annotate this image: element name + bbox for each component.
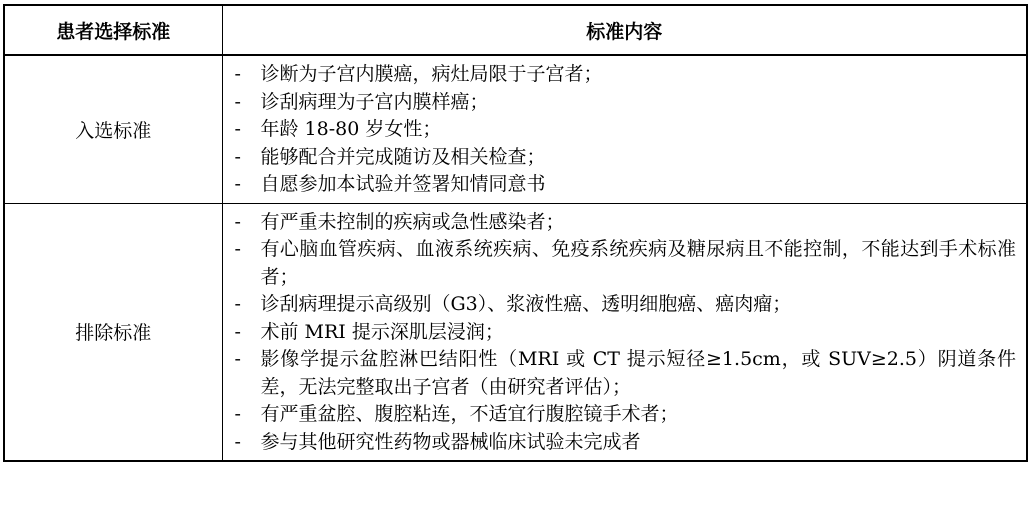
criteria-table bbox=[3, 4, 1028, 462]
table-header bbox=[4, 5, 1027, 55]
inclusion-items-cell bbox=[222, 55, 1027, 203]
list-item bbox=[235, 144, 1017, 172]
item-text: 诊刮病理提示高级别（G3）、浆液性癌、透明细胞癌、癌肉瘤； bbox=[260, 293, 792, 315]
item-text: 影像学提示盆腔淋巴结阳性（MRI 或 CT 提示短径≥1.5cm，或 SUV≥2.5）阴道条件差，无法完整取出子宫者（由研究者评估）； bbox=[260, 348, 1016, 398]
list-item bbox=[235, 401, 1017, 429]
bullet-dash: - bbox=[234, 403, 241, 425]
item-text: 能够配合并完成随访及相关检查； bbox=[260, 145, 546, 168]
list-item bbox=[235, 209, 1017, 237]
list-item bbox=[235, 291, 1017, 319]
list-item bbox=[235, 116, 1017, 144]
inclusion-list bbox=[235, 61, 1017, 199]
list-item bbox=[235, 236, 1017, 291]
bullet-dash: - bbox=[234, 210, 241, 233]
exclusion-items-cell bbox=[222, 203, 1027, 461]
list-item bbox=[235, 171, 1017, 199]
bullet-dash: - bbox=[234, 320, 241, 343]
exclusion-list bbox=[235, 209, 1017, 457]
item-text: 诊刮病理为子宫内膜样癌； bbox=[260, 90, 489, 113]
list-item bbox=[235, 61, 1017, 89]
item-text: 有严重未控制的疾病或急性感染者； bbox=[260, 210, 565, 233]
bullet-dash: - bbox=[234, 63, 241, 85]
bullet-dash: - bbox=[234, 430, 241, 453]
item-text: 自愿参加本试验并签署知情同意书 bbox=[260, 173, 546, 195]
exclusion-label: 排除标准 bbox=[4, 203, 222, 461]
bullet-dash: - bbox=[234, 348, 241, 370]
item-text: 有严重盆腔、腹腔粘连，不适宜行腹腔镜手术者； bbox=[260, 403, 679, 425]
item-text: 有心脑血管疾病、血液系统疾病、免疫系统疾病及糖尿病且不能控制，不能达到手术标准者； bbox=[260, 238, 1016, 288]
item-text: 参与其他研究性药物或器械临床试验未完成者 bbox=[260, 430, 641, 453]
list-item bbox=[235, 346, 1017, 401]
bullet-dash: - bbox=[234, 118, 241, 140]
bullet-dash: - bbox=[234, 238, 241, 260]
header-criteria-content: 标准内容 bbox=[222, 5, 1027, 55]
inclusion-label: 入选标准 bbox=[4, 55, 222, 203]
inclusion-row bbox=[4, 55, 1027, 203]
bullet-dash: - bbox=[234, 293, 241, 315]
header-criteria-type: 患者选择标准 bbox=[4, 5, 222, 55]
list-item bbox=[235, 89, 1017, 117]
item-text: 年龄 18-80 岁女性； bbox=[260, 118, 442, 140]
bullet-dash: - bbox=[234, 145, 241, 168]
list-item bbox=[235, 319, 1017, 347]
bullet-dash: - bbox=[234, 90, 241, 113]
item-text: 术前 MRI 提示深肌层浸润； bbox=[260, 320, 504, 343]
header-row bbox=[4, 5, 1027, 55]
exclusion-row bbox=[4, 203, 1027, 461]
item-text: 诊断为子宫内膜癌，病灶局限于子宫者； bbox=[260, 63, 603, 85]
list-item bbox=[235, 429, 1017, 457]
bullet-dash: - bbox=[234, 173, 241, 195]
